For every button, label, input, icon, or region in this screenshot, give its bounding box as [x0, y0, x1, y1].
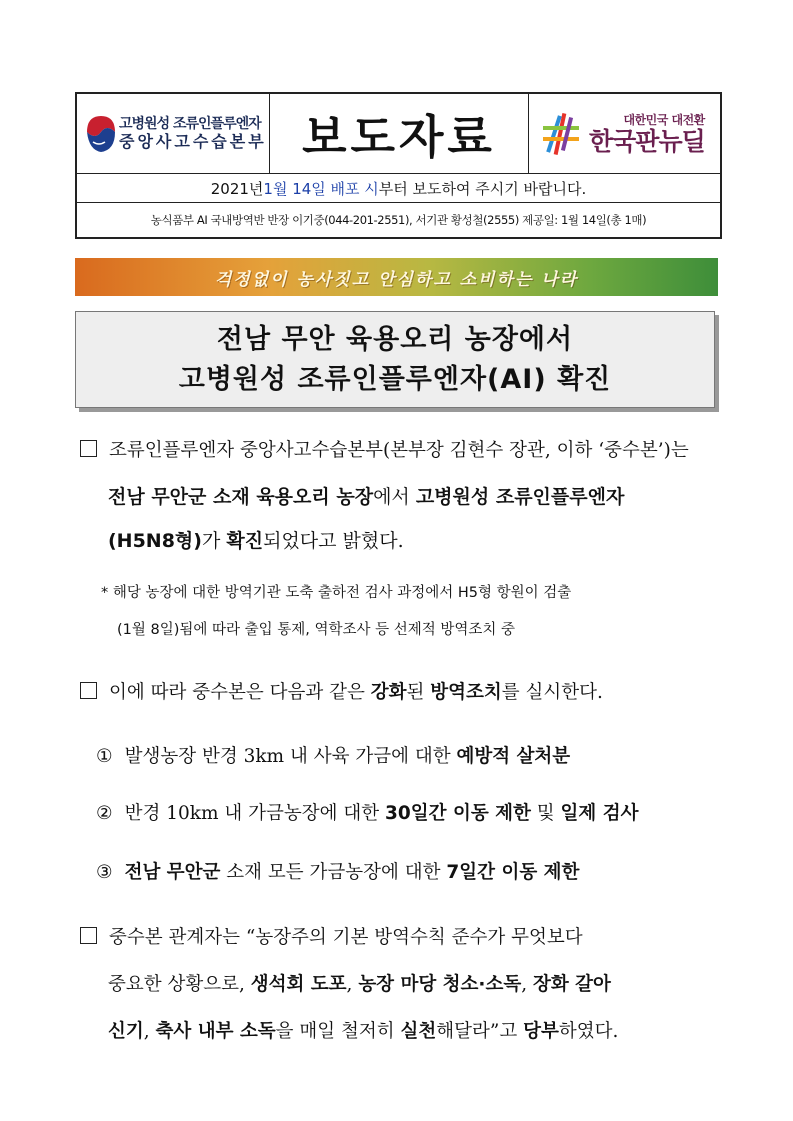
para3-bold: 당부 — [523, 1021, 559, 1042]
para1-text2: 에서 — [373, 486, 416, 508]
press-header — [75, 92, 722, 239]
paragraph-3-line3 — [108, 1009, 618, 1055]
measure-item-3 — [96, 858, 579, 884]
para3-bold: 농장 마당 청소·소독 — [358, 974, 522, 995]
item-bold: 일제 검사 — [560, 803, 639, 824]
para3-bold: 실천 — [400, 1021, 437, 1042]
checkbox-bullet-icon — [80, 682, 97, 699]
measure-item-2 — [96, 799, 638, 825]
headline-box — [75, 311, 715, 408]
para3-bold: 장화 갈아 — [532, 974, 611, 995]
new-deal-emblem-icon — [541, 111, 581, 157]
note-line2: (1월 8일)됨에 따라 출입 통제, 역학조사 등 선제적 방역조치 중 — [117, 622, 516, 638]
checkbox-bullet-icon — [80, 927, 97, 944]
para2-bold1: 강화 — [370, 682, 407, 703]
para3-text: , — [521, 974, 533, 995]
para2-text1: 이에 따라 중수본은 다음과 같은 — [109, 682, 371, 703]
headline-line2: 고병원성 조류인플루엔자(AI) 확진 — [178, 363, 612, 395]
para3-text: , — [346, 974, 359, 995]
press-title: 보도자료 — [302, 109, 496, 164]
para3-text: 을 매일 철저히 — [275, 1021, 401, 1042]
item-text: 발생농장 반경 3km 내 사육 가금에 대한 — [124, 746, 457, 767]
para3-text1: 중수본 관계자는 “농장주의 기본 방역수칙 준수가 무엇보다 — [109, 927, 583, 948]
para1-bold1: 전남 무안군 소재 육용오리 농장 — [108, 486, 374, 508]
agency-name — [119, 116, 267, 152]
para3-bold: 신기 — [108, 1021, 144, 1042]
item-bold: 7일간 이동 제한 — [446, 862, 580, 883]
para1-bold4: 확진 — [226, 530, 264, 552]
agency-logo-cell — [77, 94, 270, 173]
item-text: 소재 모든 가금농장에 대한 — [220, 862, 447, 883]
paragraph-1-line3 — [108, 518, 404, 564]
paragraph-3-line2 — [108, 962, 611, 1008]
release-suffix: 부터 보도하여 주시기 바랍니다. — [378, 179, 587, 198]
para1-bold2: 고병원성 조류인플루엔자 — [415, 486, 625, 508]
taegeuk-emblem-icon — [83, 112, 119, 156]
measure-item-1 — [96, 742, 570, 768]
paragraph-3-line1 — [80, 915, 583, 961]
item-number: ① — [96, 746, 113, 767]
new-deal-small: 대한민국 대전환 — [623, 113, 705, 128]
para3-text: , — [143, 1021, 156, 1042]
item-bold: 예방적 살처분 — [456, 746, 571, 767]
paragraph-1-line1 — [80, 428, 689, 474]
contact-line: 농식품부 AI 국내방역반 반장 이기중(044-201-2551), 서기관 황성철(2555) 제공일: 1월 14일(총 1매) — [150, 213, 647, 227]
agency-line2: 중앙사고수습본부 — [119, 132, 267, 152]
note-line1: * 해당 농장에 대한 방역기관 도축 출하전 검사 과정에서 H5형 항원이 검출 — [101, 585, 572, 601]
para2-bold2: 방역조치 — [430, 682, 502, 703]
item-text: 반경 10km 내 가금농장에 대한 — [124, 803, 386, 824]
slogan-text: 걱정없이 농사짓고 안심하고 소비하는 나라 — [214, 269, 579, 290]
checkbox-bullet-icon — [80, 440, 97, 457]
para3-text: 중요한 상황으로, — [108, 974, 251, 995]
para1-text4: 되었다고 밝혔다. — [263, 530, 404, 552]
release-prefix: 2021년 — [210, 179, 264, 198]
new-deal-text — [589, 111, 705, 156]
slogan-banner — [75, 258, 718, 296]
para2-text2: 된 — [406, 682, 431, 703]
new-deal-logo-cell — [529, 94, 720, 173]
release-line — [77, 174, 720, 203]
item-number: ② — [96, 803, 113, 824]
para1-text3: 가 — [201, 530, 227, 552]
para3-bold: 축사 내부 소독 — [155, 1021, 276, 1042]
press-title-cell — [270, 94, 529, 173]
item-bold: 30일간 이동 제한 — [385, 803, 531, 824]
new-deal-big: 한국판뉴딜 — [589, 127, 705, 157]
para3-text: 해달라”고 — [436, 1021, 524, 1042]
para1-text1: 조류인플루엔자 중앙사고수습본부(본부장 김현수 장관, 이하 ‘중수본’)는 — [109, 440, 689, 461]
headline-line1: 전남 무안 육용오리 농장에서 — [216, 323, 574, 355]
item-bold: 전남 무안군 — [124, 862, 221, 883]
release-date: 1월 14일 배포 시 — [263, 179, 379, 198]
para3-text: 하였다. — [558, 1021, 619, 1042]
item-number: ③ — [96, 862, 113, 883]
para3-bold: 생석회 도포 — [250, 974, 347, 995]
para1-bold3: (H5N8형) — [108, 530, 202, 552]
agency-line1: 고병원성 조류인플루엔자 — [119, 115, 261, 132]
paragraph-1-line2 — [108, 474, 624, 520]
item-text: 및 — [530, 803, 561, 824]
para2-text3: 를 실시한다. — [501, 682, 603, 703]
paragraph-2 — [80, 670, 603, 716]
